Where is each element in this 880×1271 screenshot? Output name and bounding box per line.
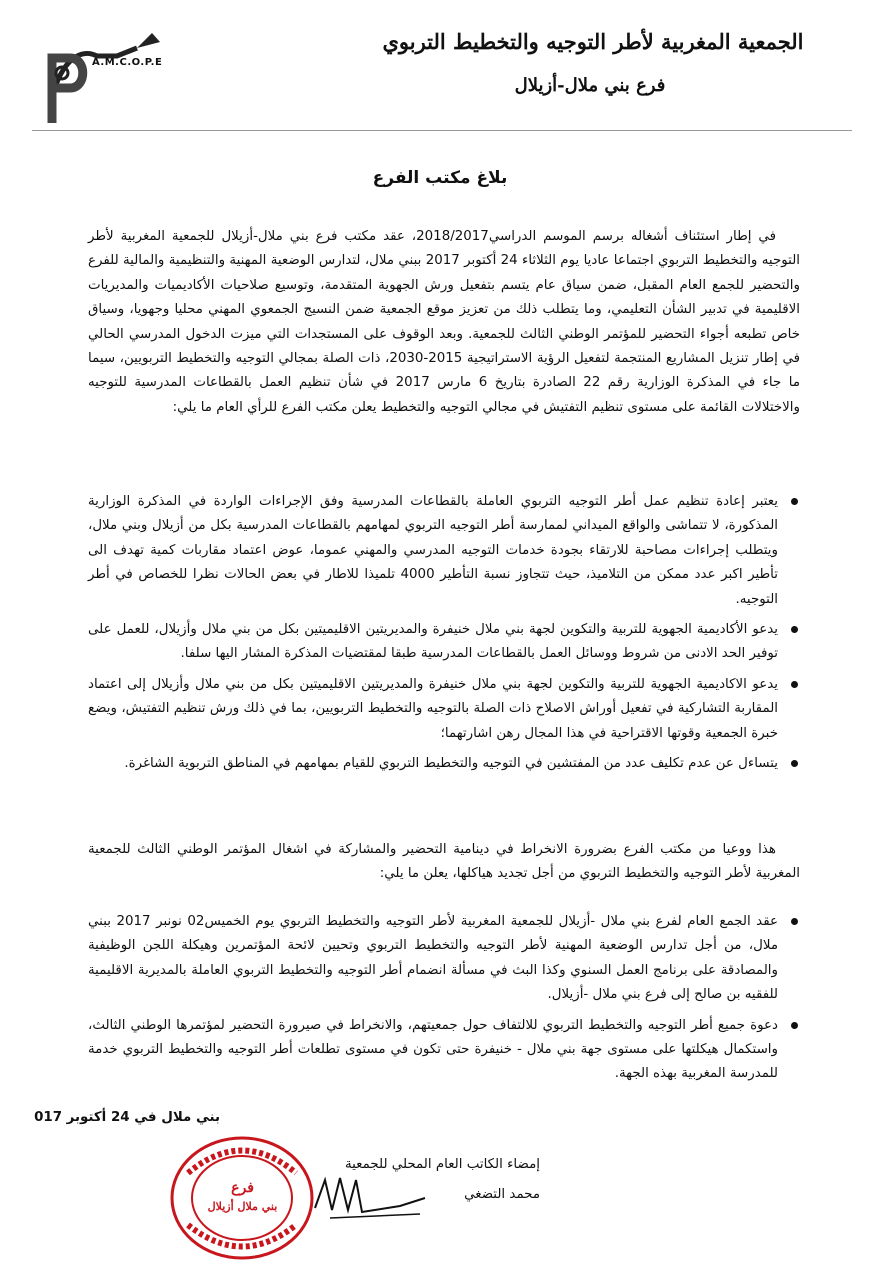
second-points-list [88, 910, 800, 1087]
organization-name: الجمعية المغربية لأطر التوجيه والتخطيط التربوي [382, 29, 804, 54]
list-item: يدعو الاكاديمية الجهوية للتربية والتكوين لجهة بني ملال خنيفرة والمديريتين الاقليميتين بكل من بني ملال وأزيلال إلى اعتماد المقاربة التشاركية في تفعيل أوراش الاصلاح ذات الصلة بالتوجيه والتخطيط التربويين، بما في ذلك ورش تنظيم التفتيش، ويضع خبرة الجمعية وقوتها الاقتراحية في هذا المجال رهن اشارتهما؛ [88, 673, 778, 746]
bullet-icon [791, 626, 798, 633]
handwritten-signature-icon [310, 1168, 430, 1228]
stamp-text-branch: فرع [231, 1180, 254, 1196]
list-item: دعوة جميع أطر التوجيه والتخطيط التربوي للالتفاف حول جمعيتهم، والانخراط في صيرورة التحضير لمؤتمرها الوطني الثالث، واستكمال هيكلتها على مستوى جهة بني ملال - خنيفرة حتى تكون في مستوى تطلعات أطر التوجيه والتخطيط التربوي خدمة للمدرسة المغربية بهذه الجهة. [88, 1014, 778, 1087]
header-divider [32, 130, 852, 131]
logo-acronym: A.M.C.O.P.E [92, 57, 163, 68]
date-place-line: بني ملال في 24 أكتوبر 017 [34, 1110, 220, 1125]
list-item: يتساءل عن عدم تكليف عدد من المفتشين في التوجيه والتخطيط التربوي للقيام بمهامهم في المناطق التربوية الشاغرة. [88, 752, 778, 776]
branch-name: فرع بني ملال-أزيلال [514, 75, 666, 96]
official-stamp-icon [168, 1133, 316, 1263]
first-points-section [88, 490, 800, 782]
association-logo [42, 18, 192, 128]
signature-title: إمضاء الكاتب العام المحلي للجمعية [344, 1157, 540, 1172]
bullet-icon [791, 760, 798, 767]
list-item: يعتبر إعادة تنظيم عمل أطر التوجيه التربوي العاملة بالقطاعات المدرسية وفق الإجراءات الواردة في المذكرة الوزارية المذكورة، لا تتماشى والواقع الميداني لممارسة أطر التوجيه التربوي لمهامهم بالقطاعات المدرسية بكل من أزيلال وبني ملال، ويتطلب إجراءات مصاحبة للارتقاء بجودة خدمات التوجيه المدرسي والمهني عموما، عوض اعتماد مقاربات كمية تهدف الى تأطير اكبر عدد ممكن من التلاميذ، حيث تتجاوز نسبة التأطير 4000 تلميذا للاطار في بعض الحالات نظرا للخصاص في أطر التوجيه. [88, 490, 778, 612]
bullet-icon [791, 498, 798, 505]
list-item: يدعو الأكاديمية الجهوية للتربية والتكوين لجهة بني ملال خنيفرة والمديريتين الاقليميتين بكل من بني ملال وأزيلال، للعمل على توفير الحد الادنى من شروط ووسائل العمل بالقطاعات المدرسية طبقا لمقتضيات المذكرة المشار اليها سلفا. [88, 618, 778, 667]
bullet-icon [791, 681, 798, 688]
intro-paragraph: في إطار استئناف أشغاله برسم الموسم الدراسي2018/2017، عقد مكتب فرع بني ملال-أزيلال للجمعية المغربية لأطر التوجيه والتخطيط التربوي اجتماعا عاديا يوم الثلاثاء 24 أكتوبر 2017 ببني ملال، لتدارس الوضعية المهنية والتنظيمية والمالية للفرع والتحضير للجمع العام المقبل، ضمن سياق عام يتسم بتفعيل ورش الجهوية المتقدمة، وتوسيع صلاحيات الأكاديميات والمديريات الاقليمية في تدبير الشأن التعليمي، وما يتطلب ذلك من تعزيز موقع الجمعية ضمن النسيج الجمعوي المهني محليا وجهويا، وسياق خاص تطبعه أجواء التحضير للمؤتمر الوطني الثالث للجمعية. وبعد الوقوف على المستجدات التي ميزت الدخول المدرسي الحالي في إطار تنزيل المشاريع المنتجمة لتفعيل الرؤية الاستراتيجية 2015-2030، ذات الصلة بمجالي التوجيه والتخطيط التربويين، سيما ما جاء في المذكرة الوزارية رقم 22 الصادرة بتاريخ 6 مارس 2017 في شأن تنظيم العمل بالقطاعات المدرسية للتوجيه والاختلالات القائمة على مستوى تنظيم التفتيش في مجالي التوجيه والتخطيط يعلن مكتب الفرع للرأي العام ما يلي: [88, 229, 801, 415]
first-points-list [88, 490, 800, 776]
document-title: بلاغ مكتب الفرع [372, 168, 508, 188]
stamp-text-region: بني ملال أزيلال [207, 1200, 278, 1213]
outro-paragraph: هذا ووعيا من مكتب الفرع بضرورة الانخراط في دينامية التحضير والمشاركة في اشغال المؤتمر الوطني الثالث للجمعية المغربية لأطر التوجيه والتخطيط التربوي من أجل تجديد هياكلها، يعلن ما يلي: [88, 842, 800, 882]
logo-arrow-icon [42, 18, 192, 128]
intro-section [88, 225, 800, 420]
list-item: عقد الجمع العام لفرع بني ملال -أزيلال للجمعية المغربية لأطر التوجيه والتخطيط التربوي يوم الخميس02 نونبر 2017 ببني ملال، من أجل تدارس الوضعية المهنية لأطر التوجيه والتخطيط التربوي وتحيين لائحة المؤتمرين وهيكلة اللجن الوظيفية والمصادقة على برنامج العمل السنوي وكذا البث في مسألة انضمام أطر التوجيه والتخطيط التربوي العاملة بالمديرية الاقليمية للفقيه بن صالح إلى فرع بني ملال -أزيلال. [88, 910, 778, 1008]
signatory-name: محمد التضغي [464, 1187, 540, 1202]
bullet-icon [791, 918, 798, 925]
outro-section [88, 838, 800, 887]
second-points-section [88, 910, 800, 1093]
bullet-icon [791, 1022, 798, 1029]
